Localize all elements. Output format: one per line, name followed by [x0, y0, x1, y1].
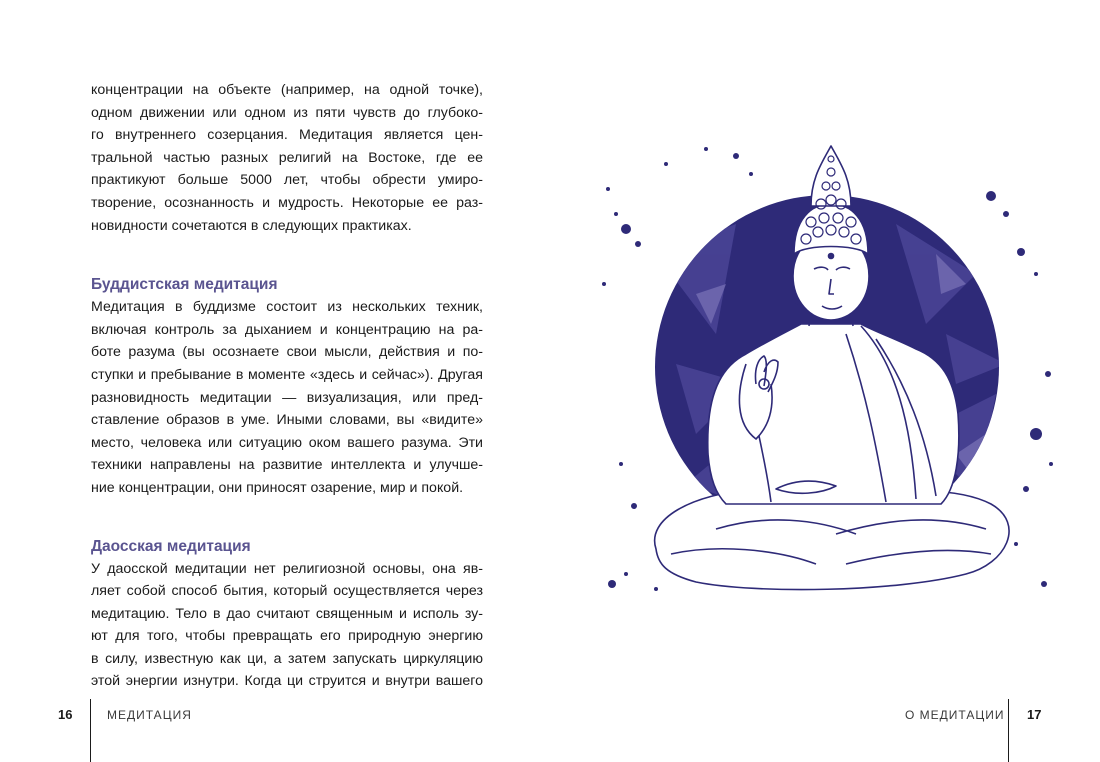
text-line: разновидность медитации — визуализация, или пред-: [91, 389, 483, 406]
text-line: место, человека или ситуацию оком вашего разума. Эти: [91, 434, 483, 451]
text-line: Медитация в буддизме состоит из нескольких техник,: [91, 299, 483, 316]
left-page-number: 16: [58, 707, 73, 722]
text-line: техники направлены на развитие интеллекта и улучше-: [91, 457, 483, 474]
text-line: практикуют больше 5000 лет, чтобы обрести умиро-: [91, 172, 483, 189]
text-line: в силу, известную как ци, а затем запускать циркуляцию: [91, 650, 483, 667]
buddhist-meditation-paragraph: [91, 296, 483, 499]
text-line: ступки и пребывание в моменте «здесь и сейчас»). Другая: [91, 366, 483, 383]
left-page-text: [91, 79, 483, 693]
text-line: ставление образов в уме. Иными словами, вы «видите»: [91, 412, 483, 429]
intro-paragraph: [91, 79, 483, 237]
text-line: этой энергии изнутри. Когда ци струится и внутри вашего: [91, 673, 483, 690]
text-line: медитацию. Тело в дао считают священным и исполь зу-: [91, 605, 483, 622]
text-line: ют для того, чтобы превращать его природную энергию: [91, 628, 483, 645]
text-line: включая контроль за дыханием и концентрацию на ра-: [91, 321, 483, 338]
text-line: ние концентрации, они приносят озарение, мир и покой.: [91, 479, 464, 496]
text-line: ляет собой способ бытия, который осуществляется через: [91, 583, 483, 600]
text-line: тральной частью разных религий на Востоке, где ее: [91, 149, 483, 166]
text-line: боте разума (вы осознаете свои мысли, действия и по-: [91, 344, 483, 361]
left-running-head: МЕДИТАЦИЯ: [107, 708, 192, 722]
text-line: концентрации на объекте (например, на одной точке),: [91, 82, 483, 98]
right-footer-divider: [1008, 699, 1009, 762]
text-line: новидности сочетаются в следующих практиках.: [91, 217, 412, 234]
text-line: У даосской медитации нет религиозной основы, она яв-: [91, 560, 483, 577]
taoist-meditation-heading: Даосская медитация: [91, 537, 251, 555]
buddhist-meditation-heading: Буддистская медитация: [91, 276, 278, 294]
right-running-head: О МЕДИТАЦИИ: [905, 708, 1005, 722]
left-footer-divider: [90, 699, 91, 762]
text-line: творение, осознанность и мудрость. Некоторые ее раз-: [91, 194, 483, 211]
text-line: одном движении или одном из пяти чувств до глубоко-: [91, 104, 483, 121]
taoist-meditation-paragraph: [91, 558, 483, 694]
text-line: го внутреннего созерцания. Медитация является цен-: [91, 127, 483, 144]
buddha-illustration: [596, 134, 1058, 610]
right-page-number: 17: [1027, 707, 1042, 722]
